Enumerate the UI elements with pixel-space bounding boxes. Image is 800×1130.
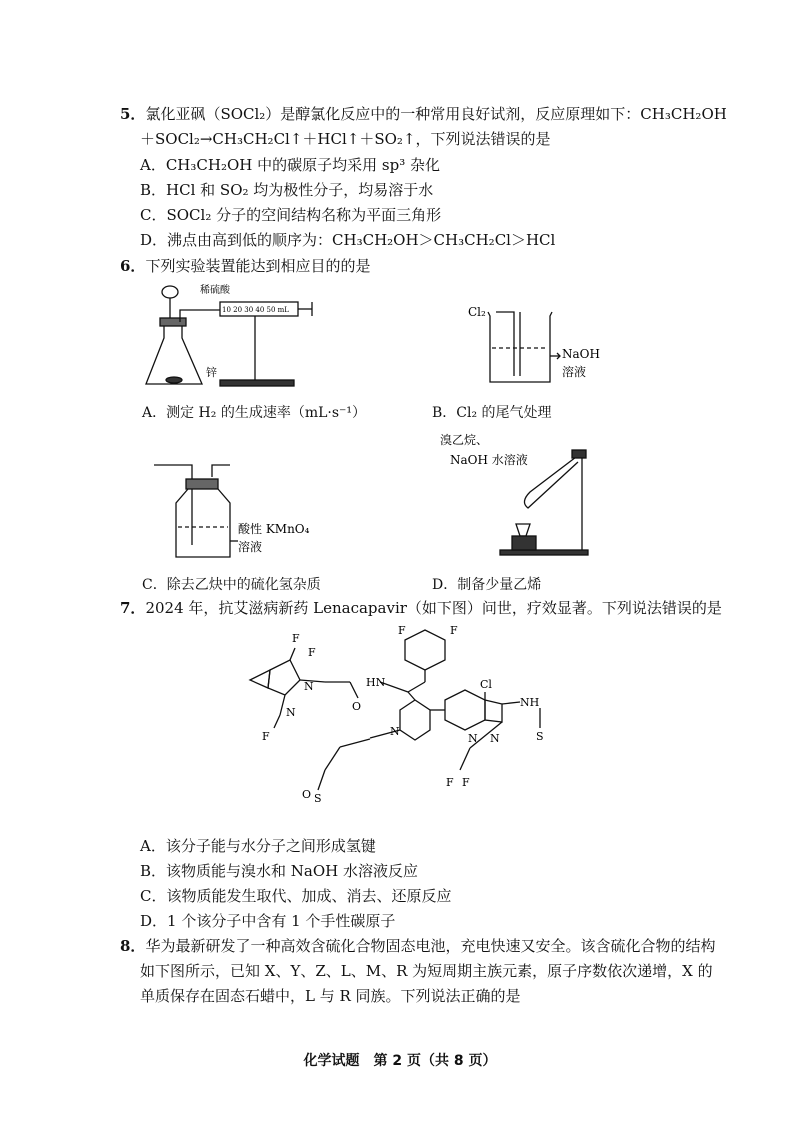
stand-base — [500, 550, 588, 555]
indazole-pyrazole-ring — [485, 700, 502, 722]
figure-d-apparatus — [440, 432, 600, 557]
cyclopropane-ring — [250, 670, 270, 688]
atom-n-indazole-2: N — [490, 732, 500, 745]
atom-n-pyridine: N — [390, 725, 400, 738]
q6-stem-text: 下列实验装置能达到相应目的的是 — [145, 257, 371, 275]
figure-b-apparatus — [460, 290, 620, 390]
atom-s-2: S — [314, 792, 322, 805]
atom-cl: Cl — [480, 678, 492, 691]
figC-liquid-label-2: 溶液 — [238, 540, 263, 554]
atom-f-2: F — [308, 646, 316, 659]
figA-zinc-label: 锌 — [206, 366, 217, 379]
q8-stem-text-1: 华为最新研发了一种高效含硫化合物固态电池，充电快速又安全。该含硫化合物的结构 — [145, 937, 716, 955]
q5-number: 5． — [120, 105, 146, 123]
gas-inlet-tube — [496, 312, 514, 376]
q7-option-a: A．该分子能与水分子之间形成氢键 — [140, 837, 376, 855]
conical-flask — [146, 320, 202, 384]
test-tube — [524, 454, 580, 508]
q7-option-c: C．该物质能发生取代、加成、消去、还原反应 — [140, 887, 452, 905]
figC-caption: C．除去乙炔中的硫化氢杂质 — [142, 577, 321, 593]
atom-hn-amide: HN — [366, 676, 386, 689]
atom-n-2: N — [286, 706, 296, 719]
atom-s-1: S — [536, 730, 544, 743]
figA-acid-label: 稀硫酸 — [200, 285, 230, 296]
q7-option-b: B．该物质能与溴水和 NaOH 水溶液反应 — [140, 862, 419, 880]
lenacapavir-structure — [240, 620, 580, 820]
zinc-granules — [166, 377, 182, 383]
atom-f-4: F — [398, 624, 406, 637]
difluorophenyl-ring — [405, 630, 445, 670]
clamp — [572, 450, 586, 458]
funnel-bulb — [162, 286, 178, 298]
q5-stem-text-1: 氯化亚砜（SOCl₂）是醇氯化反应中的一种常用良好试剂，反应原理如下：CH₃CH₂OH — [145, 105, 727, 123]
figD-caption: D．制备少量乙烯 — [432, 577, 542, 593]
q6-stem-line — [120, 256, 370, 276]
atom-o-1: O — [352, 700, 362, 713]
q8-stem-line-2: 如下图所示，已知 X、Y、Z、L、M、R 为短周期主族元素，原子序数依次递增，X 的 — [140, 962, 713, 980]
figure-c-apparatus — [150, 455, 310, 565]
bottle-stopper — [186, 479, 218, 489]
q5-stem-line-2: ＋SOCl₂→CH₃CH₂Cl↑＋HCl↑＋SO₂↑，下列说法错误的是 — [140, 130, 551, 148]
atom-f-1: F — [292, 632, 300, 645]
alcohol-lamp — [512, 536, 536, 550]
flask-stopper — [160, 318, 186, 326]
pyrazole-ring-left — [268, 660, 300, 695]
q5-option-b: B．HCl 和 SO₂ 均为极性分子，均易溶于水 — [140, 181, 434, 199]
figD-reagent-label-1: 溴乙烷、 — [440, 433, 489, 447]
q7-number: 7． — [120, 599, 146, 617]
q7-stem-line — [120, 598, 722, 618]
atom-f-6: F — [446, 776, 454, 789]
figA-scale-label: 10 20 30 40 50 mL — [222, 306, 289, 314]
figB-gas-label: Cl₂ — [468, 305, 486, 319]
figure-a-apparatus — [140, 280, 320, 395]
figC-liquid-label-1: 酸性 KMnO₄ — [238, 522, 310, 536]
indazole-benzene-ring — [445, 690, 485, 730]
pyridine-ring — [400, 700, 430, 740]
q8-number: 8． — [120, 937, 146, 955]
figA-caption: A．测定 H₂ 的生成速率（mL·s⁻¹） — [142, 405, 367, 421]
q5-option-a: A．CH₃CH₂OH 中的碳原子均采用 sp³ 杂化 — [140, 156, 440, 174]
atom-n-indazole-1: N — [468, 732, 478, 745]
q7-stem-text: 2024 年，抗艾滋病新药 Lenacapavir（如下图）问世，疗效显著。下列说法错误的是 — [145, 599, 722, 617]
atom-f-3: F — [262, 730, 270, 743]
page-footer: 化学试题 第 2 页（共 8 页） — [303, 1053, 497, 1069]
q8-stem-line-3: 单质保存在固态石蜡中，L 与 R 同族。下列说法正确的是 — [140, 987, 521, 1005]
figB-liquid-label-2: 溶液 — [562, 365, 587, 379]
figB-caption: B．Cl₂ 的尾气处理 — [432, 405, 552, 421]
figB-liquid-label-1: NaOH — [562, 347, 600, 361]
q8-stem-line-1 — [120, 936, 715, 956]
atom-o-2: O — [302, 788, 312, 801]
q6-number: 6． — [120, 257, 146, 275]
gas-washing-bottle — [176, 489, 230, 557]
q5-option-d: D．沸点由高到低的顺序为：CH₃CH₂OH＞CH₃CH₂Cl＞HCl — [140, 231, 556, 249]
q5-option-c: C．SOCl₂ 分子的空间结构名称为平面三角形 — [140, 206, 442, 224]
iron-stand-base — [220, 380, 294, 386]
q5-stem-line-1 — [120, 104, 727, 124]
q7-option-d: D．1 个该分子中含有 1 个手性碳原子 — [140, 912, 396, 930]
atom-nh-sulfonamide: NH — [520, 696, 540, 709]
atom-f-7: F — [462, 776, 470, 789]
flame — [516, 524, 530, 536]
atom-f-5: F — [450, 624, 458, 637]
atom-n-1: N — [304, 680, 314, 693]
figD-reagent-label-2: NaOH 水溶液 — [450, 453, 528, 467]
